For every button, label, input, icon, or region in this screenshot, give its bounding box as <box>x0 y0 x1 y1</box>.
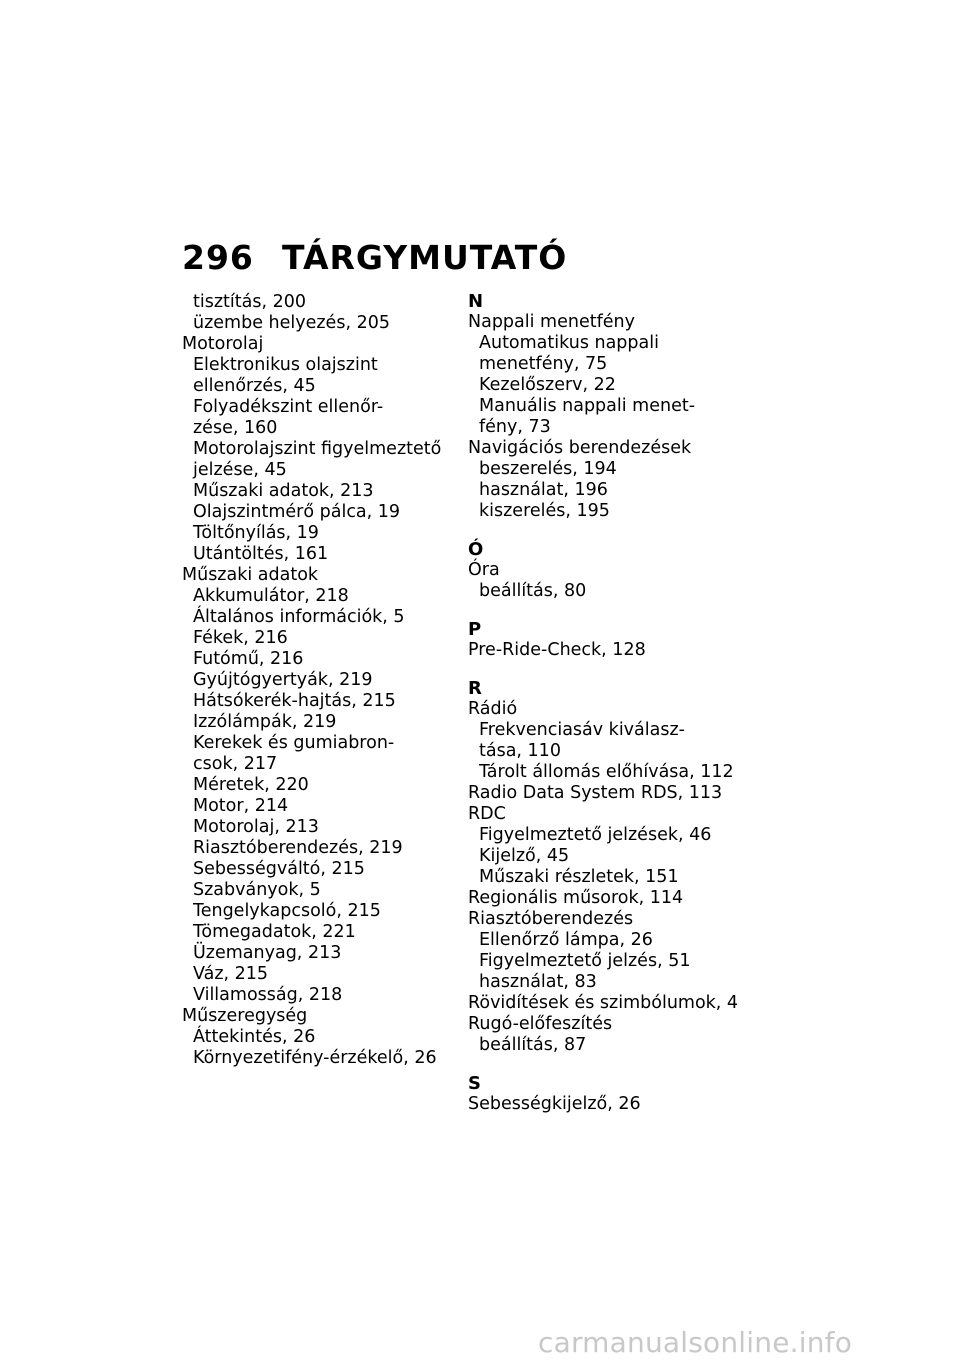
index-entry: Radio Data System RDS, 113 <box>468 783 723 803</box>
index-subentry: Fékek, 216 <box>193 628 288 648</box>
index-letter-heading: Ó <box>468 539 484 560</box>
page-number: 296 <box>182 238 254 277</box>
index-subentry: használat, 83 <box>479 972 597 992</box>
index-subentry: Olajszintmérő pálca, 19 <box>193 502 401 522</box>
index-subentry: Kerekek és gumiabron- <box>193 733 395 753</box>
index-subentry: Méretek, 220 <box>193 775 309 795</box>
index-subentry: Figyelmeztető jelzések, 46 <box>479 825 712 845</box>
index-letter-heading: N <box>468 291 484 312</box>
index-subentry: beszerelés, 194 <box>479 459 617 479</box>
index-subentry: Tengelykapcsoló, 215 <box>193 901 381 921</box>
index-subentry: Üzemanyag, 213 <box>193 943 342 963</box>
index-subentry: Tárolt állomás előhívása, 112 <box>479 762 734 782</box>
index-subentry: Villamosság, 218 <box>193 985 343 1005</box>
index-subentry: Szabványok, 5 <box>193 880 321 900</box>
index-subentry: Automatikus nappali <box>479 333 659 353</box>
page-header <box>182 238 567 277</box>
index-subentry: Motor, 214 <box>193 796 289 816</box>
index-letter-heading: P <box>468 619 482 640</box>
index-entry: Sebességkijelző, 26 <box>468 1094 641 1114</box>
index-subentry: Manuális nappali menet- <box>479 396 696 416</box>
index-subentry: Utántöltés, 161 <box>193 544 329 564</box>
index-entry: Rádió <box>468 699 518 719</box>
index-subentry: tisztítás, 200 <box>193 292 306 312</box>
index-subentry: Sebességváltó, 215 <box>193 859 365 879</box>
index-column-right <box>468 292 758 1115</box>
watermark: carmanualsonline.info <box>538 1326 853 1359</box>
index-entry: Riasztóberendezés <box>468 909 634 929</box>
index-subentry: beállítás, 87 <box>479 1035 587 1055</box>
index-subentry: kiszerelés, 195 <box>479 501 610 521</box>
index-subentry: Akkumulátor, 218 <box>193 586 349 606</box>
index-entry: Motorolaj <box>182 334 264 354</box>
index-subentry: Motorolajszint figyelmeztető <box>193 439 442 459</box>
index-entry: Regionális műsorok, 114 <box>468 888 684 908</box>
index-entry: Navigációs berendezések <box>468 438 692 458</box>
index-subentry: Tömegadatok, 221 <box>193 922 356 942</box>
index-subentry: csok, 217 <box>193 754 278 774</box>
index-entry: Műszaki adatok <box>182 565 319 585</box>
index-subentry: Futómű, 216 <box>193 649 304 669</box>
index-subentry: Izzólámpák, 219 <box>193 712 337 732</box>
index-subentry: Töltőnyílás, 19 <box>193 523 319 543</box>
index-subentry: Váz, 215 <box>193 964 269 984</box>
index-subentry: Folyadékszint ellenőr- <box>193 397 384 417</box>
index-subentry: Elektronikus olajszint <box>193 355 378 375</box>
index-entry: RDC <box>468 804 506 824</box>
page-title: TÁRGYMUTATÓ <box>282 238 568 277</box>
index-subentry: tása, 110 <box>479 741 561 761</box>
index-subentry: Áttekintés, 26 <box>193 1027 316 1047</box>
index-subentry: Műszaki adatok, 213 <box>193 481 374 501</box>
index-subentry: menetfény, 75 <box>479 354 608 374</box>
index-column-left <box>182 292 452 1069</box>
index-entry: Rövidítések és szimbólumok, 4 <box>468 993 739 1013</box>
index-subentry: Ellenőrző lámpa, 26 <box>479 930 653 950</box>
index-subentry: zése, 160 <box>193 418 278 438</box>
index-subentry: Általános információk, 5 <box>193 607 405 627</box>
index-subentry: beállítás, 80 <box>479 581 587 601</box>
index-subentry: Kijelző, 45 <box>479 846 570 866</box>
index-entry: Rugó-előfeszítés <box>468 1014 613 1034</box>
index-subentry: Figyelmeztető jelzés, 51 <box>479 951 691 971</box>
index-subentry: Frekvenciasáv kiválasz- <box>479 720 685 740</box>
index-letter-heading: R <box>468 678 482 699</box>
index-subentry: Gyújtógyertyák, 219 <box>193 670 373 690</box>
index-subentry: használat, 196 <box>479 480 608 500</box>
index-subentry: jelzése, 45 <box>193 460 287 480</box>
index-entry: Pre-Ride-Check, 128 <box>468 640 646 660</box>
index-subentry: Kezelőszerv, 22 <box>479 375 616 395</box>
index-entry: Óra <box>468 560 500 580</box>
index-subentry: üzembe helyezés, 205 <box>193 313 390 333</box>
index-subentry: fény, 73 <box>479 417 551 437</box>
index-letter-heading: S <box>468 1073 481 1094</box>
index-subentry: Környezetifény-érzékelő, 26 <box>193 1048 437 1068</box>
index-entry: Műszeregység <box>182 1006 308 1026</box>
index-subentry: Műszaki részletek, 151 <box>479 867 679 887</box>
index-subentry: ellenőrzés, 45 <box>193 376 316 396</box>
index-subentry: Riasztóberendezés, 219 <box>193 838 403 858</box>
index-subentry: Motorolaj, 213 <box>193 817 319 837</box>
index-entry: Nappali menetfény <box>468 312 635 332</box>
index-subentry: Hátsókerék-hajtás, 215 <box>193 691 396 711</box>
